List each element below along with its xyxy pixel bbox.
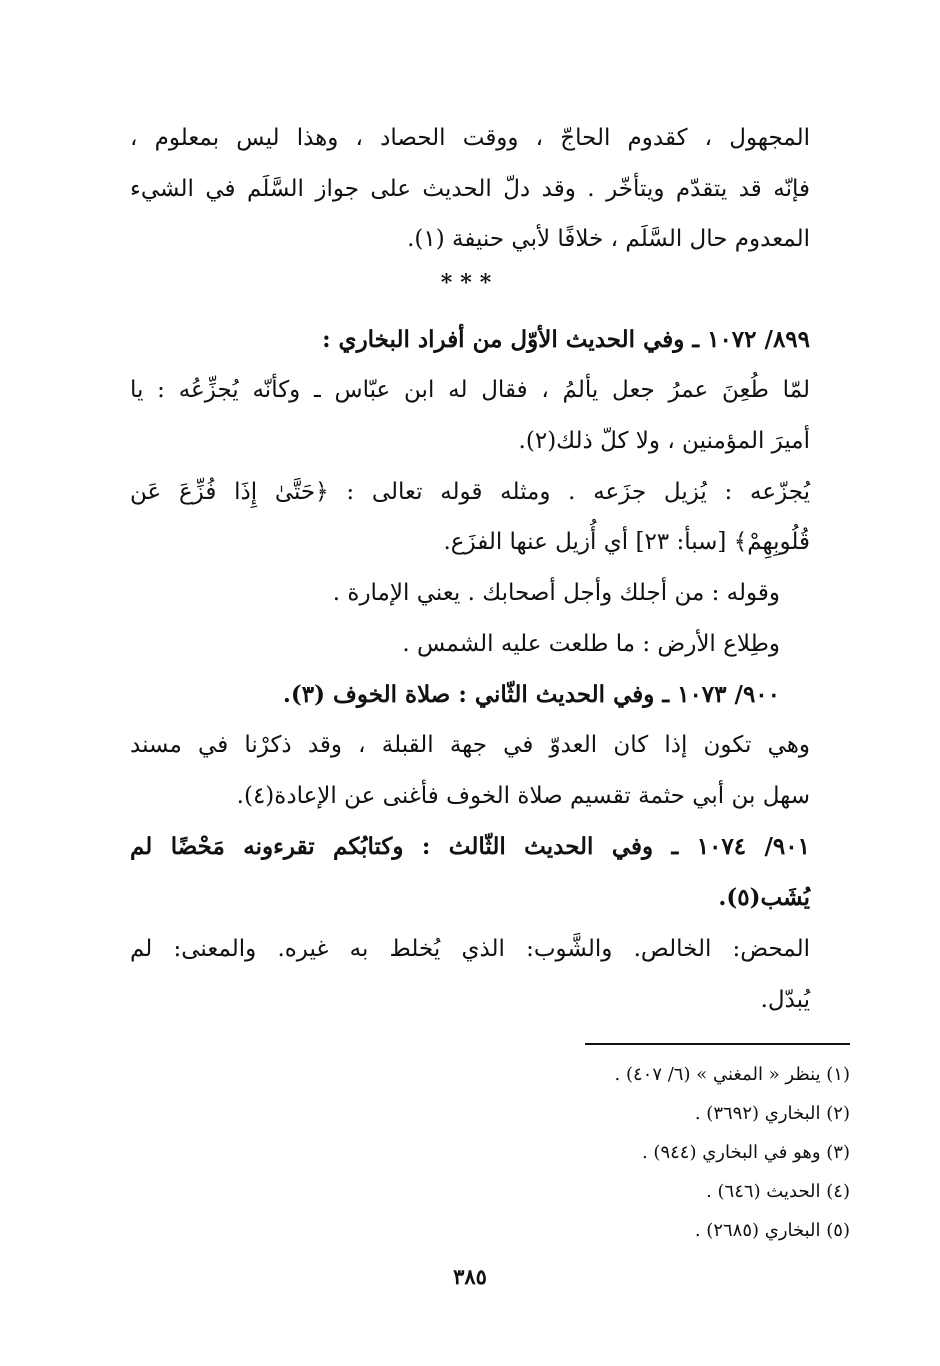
text-line: أميرَ المؤمنين ، ولا كلّ ذلك(٢). [518, 428, 810, 454]
text-line: لمّا طُعِنَ عمرُ جعل يألمُ ، فقال له ابن عبّاس ـ وكأنّه يُجزِّعُه : يا [130, 377, 810, 403]
text-line: المعدوم حال السَّلَم ، خلافًا لأبي حنيفة (١). [407, 226, 810, 252]
footnote: (٢) البخاري (٣٦٩٢) . [694, 1103, 850, 1124]
section-separator: *** [440, 270, 500, 296]
text-line: يُشَب(٥). [718, 884, 810, 911]
text-line: وهي تكون إذا كان العدوّ في جهة القبلة ، وقد ذكرْنا في مسند [130, 732, 810, 758]
hadith-heading-900: ٩٠٠/ ١٠٧٣ ـ وفي الحديث الثّاني : صلاة الخوف (٣). [282, 681, 780, 708]
text-line: المجهول ، كقدوم الحاجّ ، ووقت الحصاد ، وهذا ليس بمعلوم ، [130, 125, 810, 151]
text-line: يُبدّل. [760, 987, 810, 1013]
footnote-divider [585, 1043, 850, 1045]
text-line: قُلُوبِهِمْ﴾ [سبأ: ٢٣] أي أُزيل عنها الفزَع. [443, 529, 810, 555]
footnote: (٥) البخاري (٢٦٨٥) . [694, 1220, 850, 1241]
text-line: فإنّه قد يتقدّم ويتأخّر . وقد دلّ الحديث على جواز السَّلَم في الشيء [130, 176, 810, 202]
text-line: وقوله : من أجلك وأجل أصحابك . يعني الإمارة . [332, 580, 780, 606]
text-line: يُجزّعه : يُزيل جزَعه . ومثله قوله تعالى : ﴿حَتَّىٰ إِذَا فُزِّعَ عَن [130, 479, 810, 505]
text-line: المحض: الخالص. والشَّوب: الذي يُخلط به غيره. والمعنى: لم [130, 936, 810, 962]
text-line: سهل بن أبي حثمة تقسيم صلاة الخوف فأغنى عن الإعادة(٤). [236, 783, 810, 809]
footnote: (٤) الحديث (٦٤٦) . [706, 1181, 850, 1202]
hadith-heading-899: ٨٩٩/ ١٠٧٢ ـ وفي الحديث الأوّل من أفراد البخاري : [322, 326, 810, 353]
footnote: (٣) وهو في البخاري (٩٤٤) . [641, 1142, 850, 1163]
hadith-heading-901: ٩٠١/ ١٠٧٤ ـ وفي الحديث الثّالث : وكتابُكم تقرءونه مَحْضًا لم [130, 833, 810, 860]
footnote: (١) ينظر « المغني » (٦/ ٤٠٧) . [614, 1064, 850, 1085]
text-line: وطِلاع الأرض : ما طلعت عليه الشمس . [402, 631, 780, 657]
page-number: ٣٨٥ [453, 1264, 487, 1289]
